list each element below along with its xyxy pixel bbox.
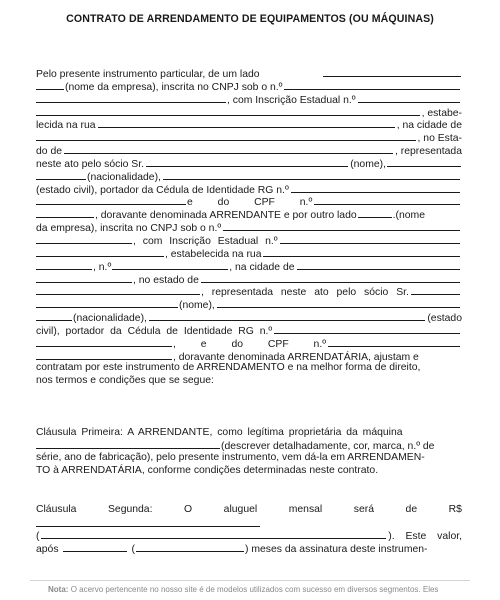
text-line bbox=[36, 324, 462, 337]
fill-blank bbox=[297, 260, 460, 270]
fill-blank bbox=[146, 157, 348, 167]
text-segment: ( bbox=[131, 544, 136, 556]
fill-blank bbox=[36, 208, 94, 218]
text-segment: (estado bbox=[427, 313, 462, 325]
text-line bbox=[36, 144, 462, 157]
fill-blank bbox=[314, 195, 460, 205]
text-line bbox=[36, 504, 462, 517]
text-line bbox=[36, 195, 462, 208]
fill-blank bbox=[223, 221, 460, 231]
text-line bbox=[36, 465, 462, 478]
text-line bbox=[36, 157, 462, 170]
fill-blank bbox=[163, 170, 460, 180]
text-segment: aluguel bbox=[223, 503, 258, 515]
text-line bbox=[36, 260, 462, 273]
text-line bbox=[36, 67, 462, 80]
document-title: CONTRATO DE ARRENDAMENTO DE EQUIPAMENTOS (OU MÁQUINAS) bbox=[66, 13, 434, 25]
fill-blank bbox=[323, 67, 461, 77]
clause-first: Cláusula Primeira: A ARRENDANTE, como legítima proprietária da máquina bbox=[36, 426, 403, 438]
text-line bbox=[36, 273, 462, 286]
text-line bbox=[36, 93, 462, 106]
text-segment: , no estado de bbox=[133, 274, 199, 286]
text-segment: , n.º bbox=[93, 261, 112, 273]
fill-blank bbox=[36, 350, 172, 360]
text-line bbox=[36, 337, 462, 350]
fill-blank bbox=[36, 131, 416, 141]
fill-blank bbox=[98, 118, 395, 128]
fill-blank bbox=[36, 93, 226, 103]
text-line bbox=[36, 170, 462, 183]
text-segment: , com Inscrição Estadual n.º bbox=[133, 235, 278, 247]
text-segment: (nacionalidade), bbox=[87, 171, 161, 183]
text-line bbox=[36, 131, 462, 144]
text-segment: nos termos e condições que se segue: bbox=[36, 375, 214, 387]
clause-second: Cláusula bbox=[36, 503, 77, 515]
text-line bbox=[36, 375, 462, 388]
text-segment: ( bbox=[36, 531, 40, 543]
text-segment: , e do CPF n.º bbox=[173, 338, 327, 350]
text-segment: série, ano de fabricação), pelo presente instrumento, vem dá-la em ARRENDAMEN- bbox=[36, 452, 425, 464]
text-line bbox=[36, 427, 462, 440]
text-segment: mensal bbox=[288, 503, 323, 515]
text-line bbox=[36, 208, 462, 221]
text-segment: e do CPF n.º bbox=[187, 197, 313, 209]
text-segment: Pelo presente instrumento particular, de um lado bbox=[36, 69, 260, 80]
fill-blank bbox=[36, 337, 172, 347]
text-line bbox=[36, 221, 462, 234]
text-segment: , com Inscrição Estadual n.º bbox=[227, 94, 356, 106]
text-segment: será bbox=[353, 503, 374, 515]
fill-blank bbox=[36, 260, 92, 270]
text-segment: , na cidade de bbox=[229, 261, 295, 273]
text-line bbox=[36, 542, 462, 555]
footer-note bbox=[48, 585, 500, 594]
fill-blank bbox=[36, 247, 164, 257]
fill-blank bbox=[36, 80, 64, 90]
text-line bbox=[36, 362, 462, 375]
text-segment: , doravante denominada ARRENDATÁRIA, ajustam e bbox=[173, 351, 419, 363]
text-segment: de bbox=[405, 503, 418, 515]
text-segment: Segunda: bbox=[107, 503, 153, 515]
text-segment: .(nome bbox=[392, 210, 425, 222]
text-line bbox=[36, 183, 462, 196]
fill-blank bbox=[328, 337, 460, 347]
text-line bbox=[36, 529, 462, 542]
fill-blank bbox=[41, 529, 386, 539]
text-segment: , representada bbox=[394, 146, 462, 158]
text-segment: do de bbox=[36, 146, 63, 158]
text-segment: ). Este valor, bbox=[388, 531, 462, 543]
fill-blank bbox=[112, 260, 228, 270]
text-segment: da empresa), inscrita no CNPJ sob o n.º bbox=[36, 223, 222, 235]
text-segment: ) meses da assinatura deste instrumen- bbox=[245, 544, 428, 556]
text-segment: , estabelecida na rua bbox=[165, 248, 262, 260]
text-segment: neste ato pelo sócio Sr. bbox=[36, 158, 145, 170]
footer-divider bbox=[30, 580, 470, 581]
text-line bbox=[36, 298, 462, 311]
text-segment: (nome), bbox=[350, 158, 386, 170]
fill-blank bbox=[36, 106, 420, 116]
fill-blank bbox=[36, 517, 260, 527]
fill-blank bbox=[284, 80, 460, 90]
fill-blank bbox=[149, 311, 425, 321]
text-segment: , representada neste ato pelo sócio Sr. bbox=[201, 287, 409, 299]
fill-blank bbox=[36, 234, 132, 244]
fill-blank bbox=[291, 183, 460, 193]
text-segment: R$ bbox=[448, 503, 462, 515]
text-line bbox=[36, 247, 462, 260]
footer-text: O acervo pertencente no nosso site é de modelos utilizados com sucesso em diversos segmentos. Eles bbox=[70, 585, 439, 594]
text-line bbox=[36, 452, 462, 465]
text-segment: (nome), bbox=[179, 300, 215, 312]
text-line bbox=[36, 118, 462, 131]
fill-blank bbox=[217, 298, 460, 308]
text-segment: (descrever detalhadamente, cor, marca, n.º de bbox=[221, 441, 435, 453]
text-segment: , na cidade de bbox=[396, 120, 462, 132]
text-line bbox=[36, 106, 462, 119]
fill-blank bbox=[36, 439, 220, 449]
text-segment: (nome da empresa), inscrita no CNPJ sob o n.º bbox=[65, 81, 283, 93]
text-segment: após bbox=[36, 544, 59, 556]
text-segment: , no Esta- bbox=[417, 133, 462, 145]
fill-blank bbox=[36, 273, 132, 283]
fill-blank bbox=[411, 285, 460, 295]
fill-blank bbox=[36, 311, 72, 321]
text-line bbox=[36, 311, 462, 324]
text-segment: (estado civil), portador da Cédula de Identidade RG n.º bbox=[36, 184, 289, 196]
fill-blank bbox=[36, 195, 186, 205]
text-segment: contratam por este instrumento de ARRENDAMENTO e na melhor forma de direito, bbox=[36, 362, 421, 374]
text-line bbox=[36, 285, 462, 298]
text-line bbox=[36, 439, 462, 452]
text-line bbox=[36, 80, 462, 93]
fill-blank bbox=[358, 93, 460, 103]
text-segment: , doravante denominada ARRENDANTE e por outro lado bbox=[95, 210, 357, 222]
text-segment: , estabe- bbox=[421, 107, 462, 119]
text-line bbox=[36, 350, 462, 363]
fill-blank bbox=[36, 298, 178, 308]
text-segment: lecida na rua bbox=[36, 120, 96, 132]
text-segment: civil), portador da Cédula de Identidade RG n.º bbox=[36, 325, 273, 337]
fill-blank bbox=[274, 324, 460, 334]
fill-blank bbox=[263, 247, 460, 257]
fill-blank bbox=[36, 285, 200, 295]
text-segment: TO à ARRENDATÁRIA, conforme condições determinadas neste contrato. bbox=[36, 465, 379, 477]
fill-blank bbox=[280, 234, 460, 244]
text-segment: O bbox=[184, 503, 193, 515]
footer-label: Nota: bbox=[48, 585, 69, 594]
fill-blank bbox=[358, 208, 392, 218]
fill-blank bbox=[36, 170, 86, 180]
fill-blank bbox=[387, 157, 461, 167]
fill-blank bbox=[136, 542, 244, 552]
contract-body bbox=[36, 67, 462, 555]
text-segment: (nacionalidade), bbox=[73, 313, 147, 325]
fill-blank bbox=[63, 542, 127, 552]
fill-blank bbox=[64, 144, 393, 154]
text-line bbox=[36, 517, 462, 530]
fill-blank bbox=[201, 273, 460, 283]
text-line bbox=[36, 234, 462, 247]
